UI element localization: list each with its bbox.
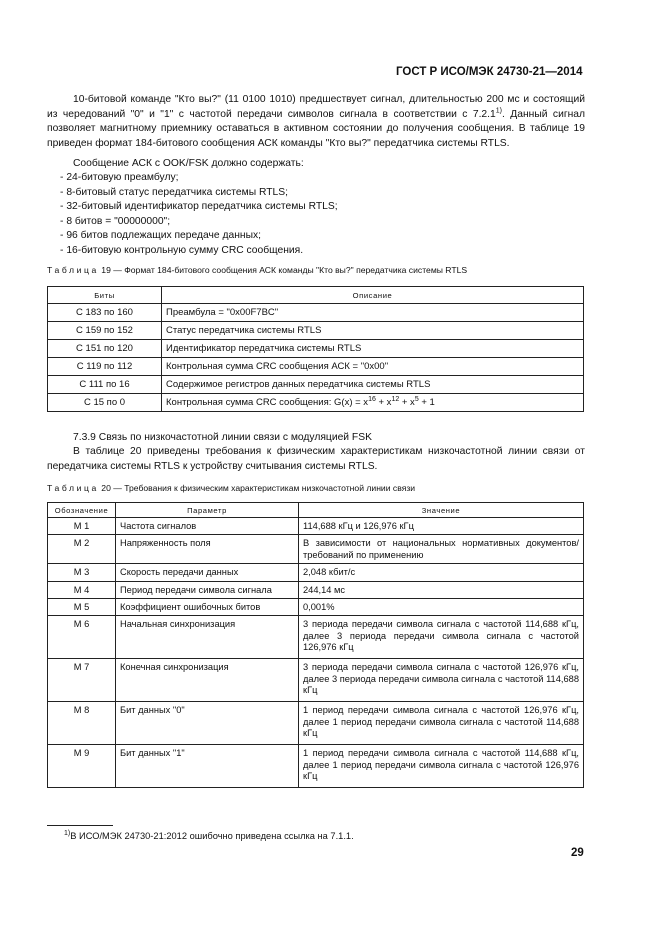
section-heading: 7.3.9 Связь по низкочастотной линии связи с модуляцией FSK <box>73 432 372 443</box>
intro-text: 10-битовой команде "Кто вы?" (11 0100 1010) предшествует сигнал, длительностью 200 мс и состоящий из чередований "0" и "1" с частотой передачи символов сигнала в соответствии с 7.2.1 <box>47 94 585 120</box>
list-item: - 96 битов подлежащих передаче данных; <box>60 230 261 242</box>
page-number: 29 <box>571 847 584 859</box>
table-row: С 183 по 160 Преамбула = "0x00F7BC" <box>48 304 584 322</box>
crc-formula: Контрольная сумма CRC сообщения: $G(x) = x^{16} + x^{12} + x^5 + 1$ <box>162 394 584 412</box>
table-row: М 3 Скорость передачи данных 2,048 кбит/с <box>48 564 584 581</box>
list-item: - 32-битовый идентификатор передатчика системы RTLS; <box>60 201 338 213</box>
intro-paragraph <box>47 93 585 151</box>
footnote-reference: 1) <box>495 107 502 115</box>
table-row: М 9 Бит данных "1" 1 период передачи символа сигнала с частотой 114,688 кГц, далее 1 период передачи символа сигнала с частотой 126,976 кГц <box>48 745 584 788</box>
table-row: С 151 по 120 Идентификатор передатчика системы RTLS <box>48 340 584 358</box>
table-row: М 7 Конечная синхронизация 3 периода передачи символа сигнала с частотой 126,976 кГц, далее 3 периода передачи символа сигнала с частотой 114,688 кГц <box>48 659 584 702</box>
table-row: М 5 Коэффициент ошибочных битов 0,001% <box>48 599 584 616</box>
list-intro: Сообщение АСК с OOK/FSK должно содержать: <box>73 158 304 169</box>
list-item: - 8-битовый статус передатчика системы RTLS; <box>60 186 288 198</box>
list-item: - 8 битов = "00000000"; <box>60 215 171 227</box>
table-row: С 111 по 16 Содержимое регистров данных передатчика системы RTLS <box>48 376 584 394</box>
table20-caption: Таблица 20 — Требования к физическим характеристикам низкочастотной линии связи <box>47 483 416 493</box>
intro-text-after: . Данный сигнал позволяет магнитному приемнику оставаться в активном состоянии до получения сообщения. В таблице 19 приведен формат 184-битового сообщения АСК команды "Кто вы?" передатчика системы RTLS. <box>47 108 585 149</box>
table19-caption: Таблица 19 — Формат 184-битового сообщения АСК команды "Кто вы?" передатчика системы RTLS <box>47 265 468 275</box>
table-19 <box>47 286 584 412</box>
section-paragraph: В таблице 20 приведены требования к физическим характеристикам низкочастотной линии связи от передатчика системы RTLS к устройству считывания системы RTLS. <box>47 446 585 472</box>
footnote: $^{1)}$В ИСО/МЭК 24730-21:2012 ошибочно приведена ссылка на 7.1.1. <box>64 829 354 841</box>
table-row: М 6 Начальная синхронизация 3 периода передачи символа сигнала с частотой 114,688 кГц, далее 3 периода передачи символа сигнала с частотой 126,976 кГц <box>48 616 584 659</box>
table-row: М 1 Частота сигналов 114,688 кГц и 126,976 кГц <box>48 518 584 535</box>
document-header: ГОСТ Р ИСО/МЭК 24730-21—2014 <box>396 66 583 78</box>
column-header-parameter: Параметр <box>116 503 299 518</box>
table-header-row <box>48 503 584 518</box>
list-item: - 16-битовую контрольную сумму CRC сообщения. <box>60 244 304 256</box>
table-row: М 2 Напряженность поля В зависимости от национальных нормативных документов/ требований по применению <box>48 535 584 564</box>
table-header-row <box>48 287 584 304</box>
column-header-designation: Обозначение <box>48 503 116 518</box>
footnote-rule <box>47 825 113 826</box>
table-row: М 8 Бит данных "0" 1 период передачи символа сигнала с частотой 126,976 кГц, далее 1 период передачи символа сигнала с частотой 114,688 кГц <box>48 702 584 745</box>
table-row: С 159 по 152 Статус передатчика системы RTLS <box>48 322 584 340</box>
table-row: С 119 по 112 Контрольная сумма CRC сообщения АСК = "0x00" <box>48 358 584 376</box>
table-row: М 4 Период передачи символа сигнала 244,14 мс <box>48 581 584 598</box>
column-header-bits: Биты <box>48 287 162 304</box>
column-header-value: Значение <box>299 503 584 518</box>
table-row: С 15 по 0 Контрольная сумма CRC сообщения: $G(x) = x^{16} + x^{12} + x^5 + 1$ <box>48 394 584 412</box>
table-20 <box>47 502 584 788</box>
requirements-list <box>60 171 338 259</box>
list-item: - 24-битовую преамбулу; <box>60 172 179 183</box>
column-header-description: Описание <box>162 287 584 304</box>
